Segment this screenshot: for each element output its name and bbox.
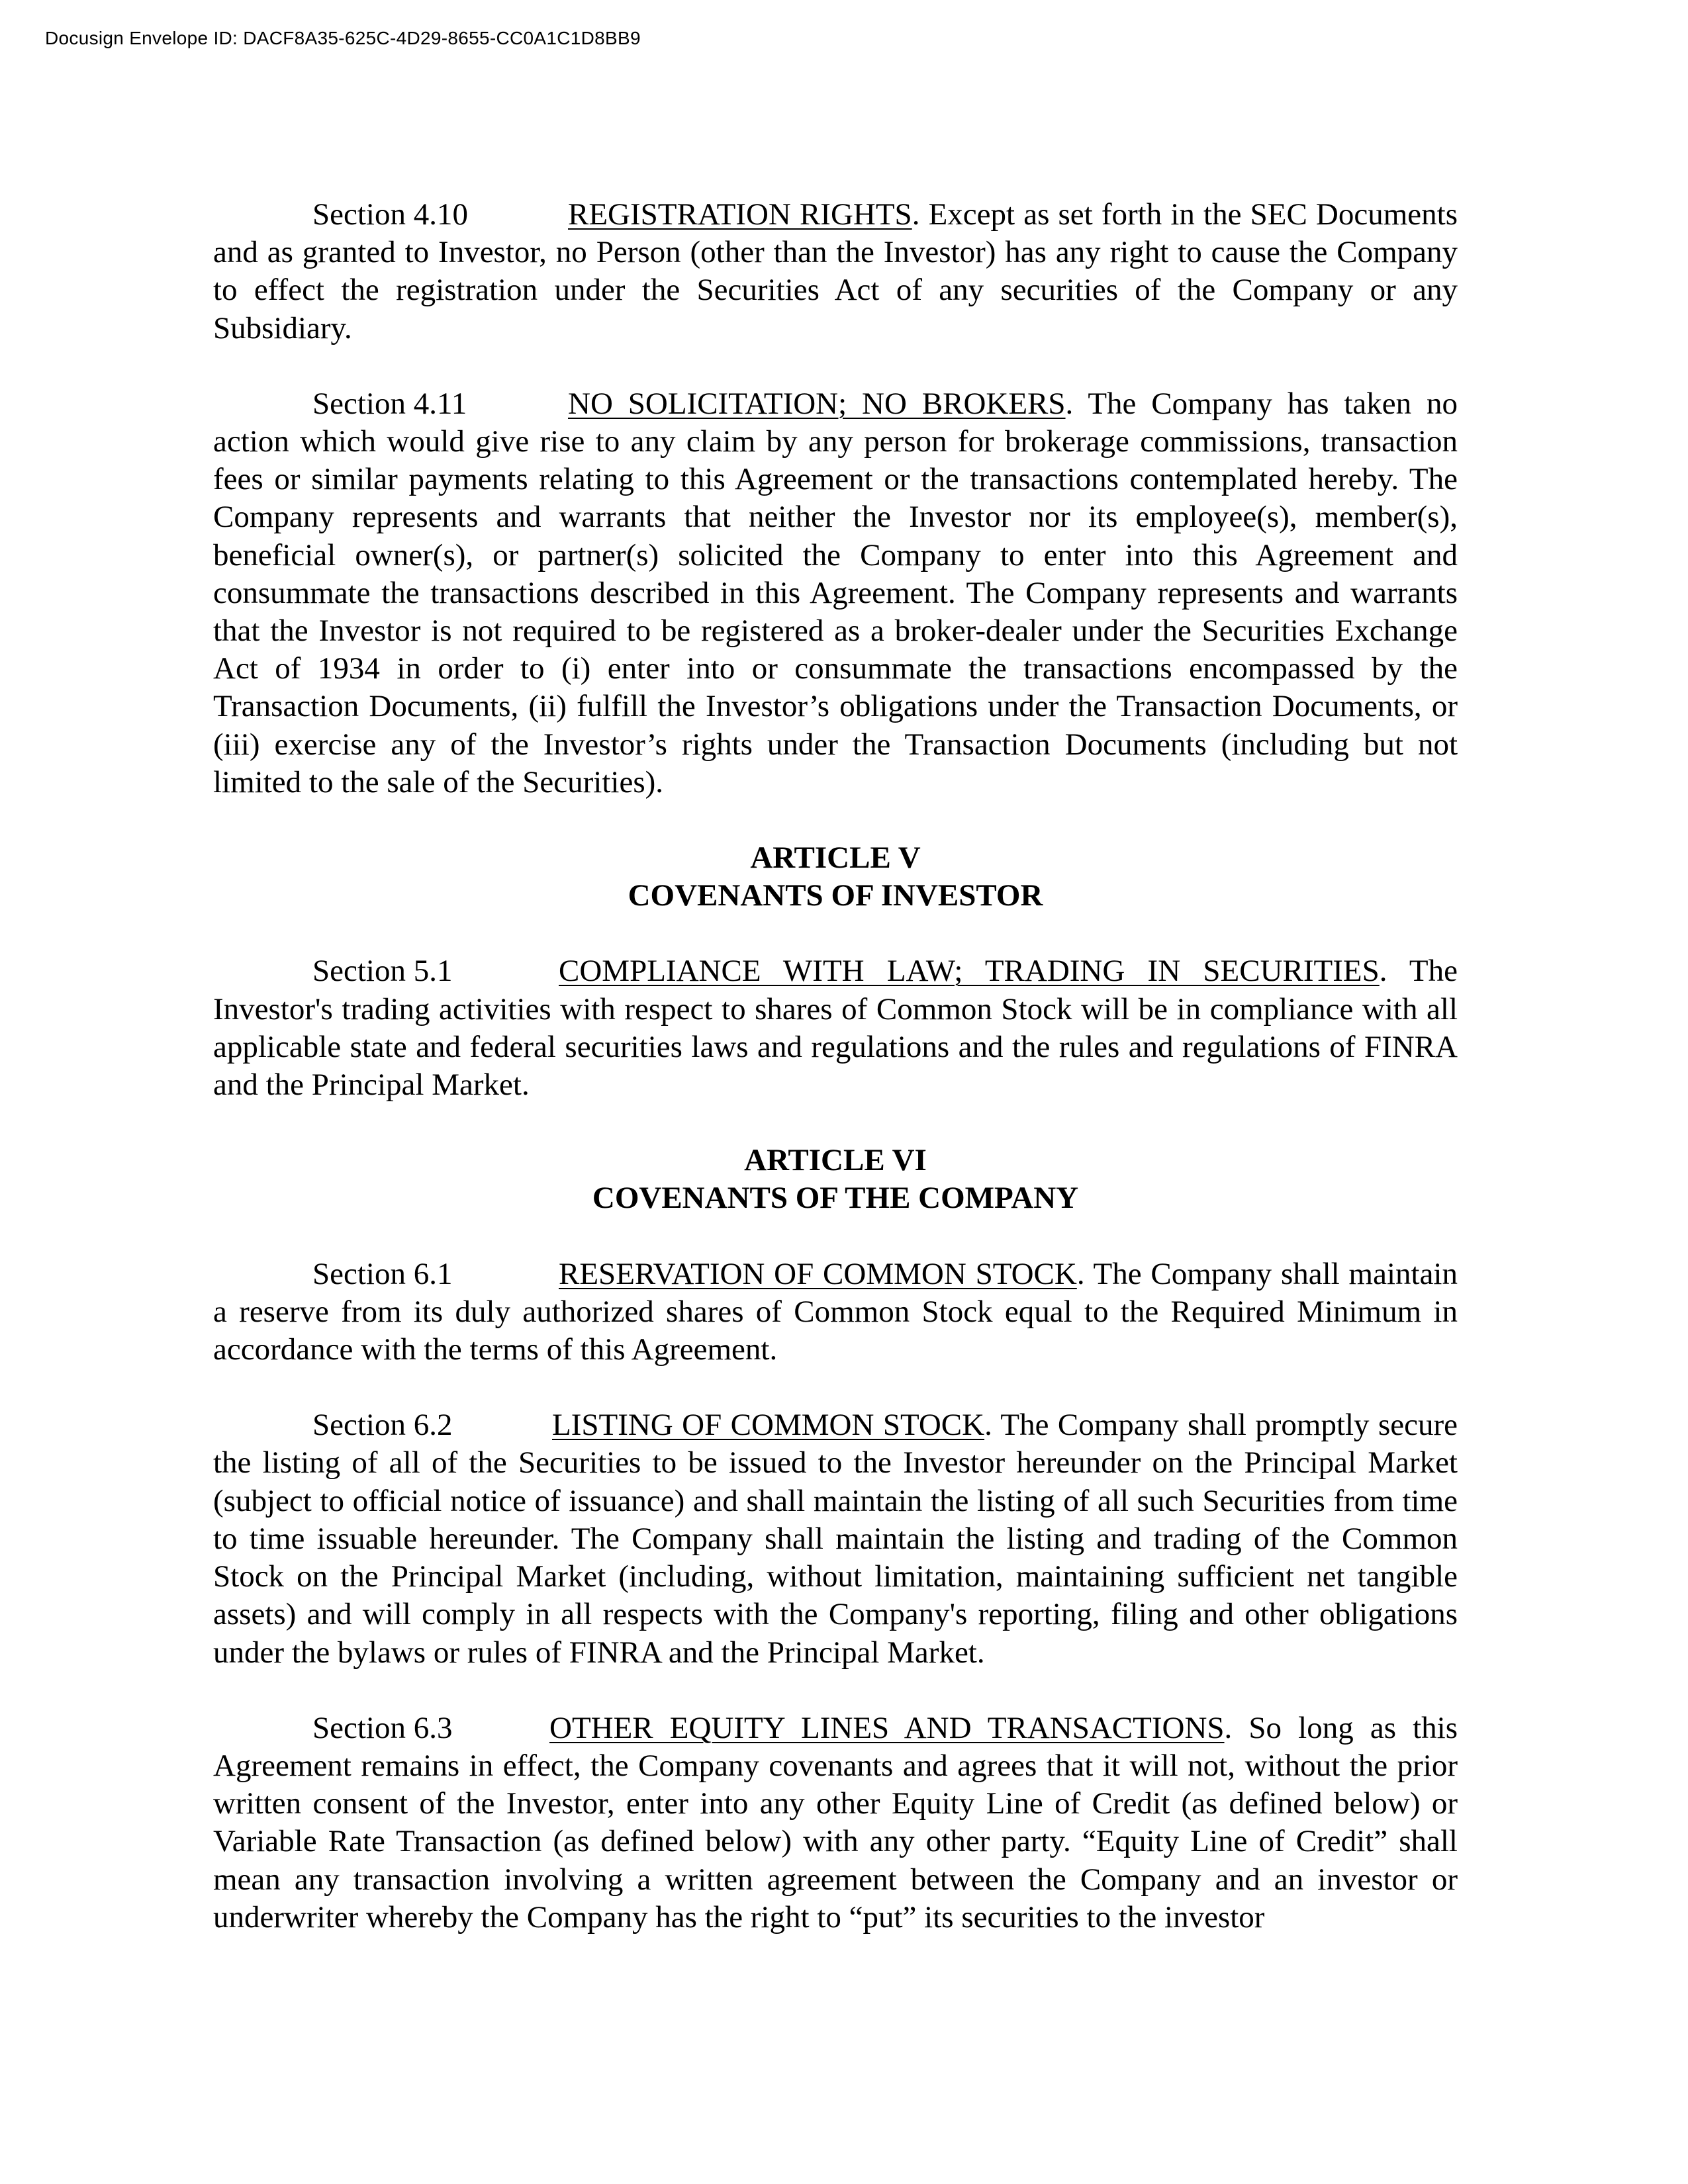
section-4-11: Section 4.11 NO SOLICITATION; NO BROKERS. The Company has taken no action which would give rise to any claim by any person for brokerage commissions, transaction fees or similar payments relating to this Agreement or the transactions contemplated hereby. The Company represents and warrants that neither the Investor nor its employee(s), member(s), beneficial owner(s), or partner(s) solicited the Company to enter into this Agreement and consummate the transactions described in this Agreement. The Company represents and warrants that the Investor is not required to be registered as a broker-dealer under the Securities Exchange Act of 1934 in order to (i) enter into or consummate the transactions encompassed by the Transaction Documents, (ii) fulfill the Investor’s obligations under the Transaction Documents, or (iii) exercise any of the Investor’s rights under the Transaction Documents (including but not limited to the sale of the Securities). bbox=[213, 386, 1458, 799]
article-vi-heading bbox=[213, 1142, 1458, 1217]
section-title: LISTING OF COMMON STOCK bbox=[552, 1408, 985, 1443]
section-number: Section 6.1 bbox=[312, 1256, 453, 1291]
section-body: The Investor's trading activities with respect to shares of Common Stock will be in compliance with all applicable state and federal securities laws and regulations and the rules and regulations of FINRA and the Principal Market. bbox=[213, 954, 1458, 1103]
section-title: REGISTRATION RIGHTS bbox=[568, 197, 912, 232]
section-5-1: Section 5.1 COMPLIANCE WITH LAW; TRADING IN SECURITIES. The Investor's trading activities with respect to shares of Common Stock will be in compliance with all applicable state and federal securities laws and regulations and the rules and regulations of FINRA and the Principal Market. bbox=[213, 954, 1458, 1103]
article-title: COVENANTS OF INVESTOR bbox=[628, 878, 1043, 913]
section-title: OTHER EQUITY LINES AND TRANSACTIONS bbox=[549, 1710, 1225, 1745]
section-number: Section 5.1 bbox=[312, 954, 453, 989]
section-6-2: Section 6.2 LISTING OF COMMON STOCK. The Company shall promptly secure the listing of all of the Securities to be issued to the Investor hereunder on the Principal Market (subject to official notice of issuance) and shall maintain the listing of all such Securities from time to time issuable hereunder. The Company shall maintain the listing and trading of the Common Stock on the Principal Market (including, without limitation, maintaining sufficient net tangible assets) and will comply in all respects with the Company's reporting, filing and other obligations under the bylaws or rules of FINRA and the Principal Market. bbox=[213, 1408, 1458, 1670]
document-page bbox=[213, 196, 1458, 1974]
section-6-1: Section 6.1 RESERVATION OF COMMON STOCK. The Company shall maintain a reserve from its duly authorized shares of Common Stock equal to the Required Minimum in accordance with the terms of this Agreement. bbox=[213, 1256, 1458, 1367]
section-title: NO SOLICITATION; NO BROKERS bbox=[568, 386, 1066, 421]
section-number: Section 6.3 bbox=[312, 1710, 453, 1745]
article-title: COVENANTS OF THE COMPANY bbox=[592, 1181, 1079, 1216]
section-body: The Company has taken no action which would give rise to any claim by any person for brokerage commissions, transaction fees or similar payments relating to this Agreement or the transactions contemplated hereby. The Company represents and warrants that neither the Investor nor its employee(s), member(s), beneficial owner(s), or partner(s) solicited the Company to enter into this Agreement and consummate the transactions described in this Agreement. The Company represents and warrants that the Investor is not required to be registered as a broker-dealer under the Securities Exchange Act of 1934 in order to (i) enter into or consummate the transactions encompassed by the Transaction Documents, (ii) fulfill the Investor’s obligations under the Transaction Documents, or (iii) exercise any of the Investor’s rights under the Transaction Documents (including but not limited to the sale of the Securities). bbox=[213, 386, 1458, 799]
section-body: The Company shall maintain a reserve from its duly authorized shares of Common Stock equal to the Required Minimum in accordance with the terms of this Agreement. bbox=[213, 1256, 1458, 1367]
section-number: Section 4.11 bbox=[312, 386, 467, 421]
section-body: The Company shall promptly secure the listing of all of the Securities to be issued to the Investor hereunder on the Principal Market (subject to official notice of issuance) and shall maintain the listing of all such Securities from time to time issuable hereunder. The Company shall maintain the listing and trading of the Common Stock on the Principal Market (including, without limitation, maintaining sufficient net tangible assets) and will comply in all respects with the Company's reporting, filing and other obligations under the bylaws or rules of FINRA and the Principal Market. bbox=[213, 1408, 1458, 1670]
article-number: ARTICLE VI bbox=[744, 1143, 927, 1178]
section-title: COMPLIANCE WITH LAW; TRADING IN SECURITIES bbox=[559, 954, 1380, 989]
section-body: So long as this Agreement remains in effect, the Company covenants and agrees that it will not, without the prior written consent of the Investor, enter into any other Equity Line of Credit (as defined below) or Variable Rate Transaction (as defined below) with any other party. “Equity Line of Credit” shall mean any transaction involving a written agreement between the Company and an investor or underwriter whereby the Company has the right to “put” its securities to the investor bbox=[213, 1710, 1458, 1934]
section-number: Section 4.10 bbox=[312, 197, 468, 232]
section-4-10: Section 4.10 REGISTRATION RIGHTS. Except as set forth in the SEC Documents and as granted to Investor, no Person (other than the Investor) has any right to cause the Company to effect the registration under the Securities Act of any securities of the Company or any Subsidiary. bbox=[213, 197, 1458, 345]
article-v-heading bbox=[213, 839, 1458, 915]
section-6-3: Section 6.3 OTHER EQUITY LINES AND TRANSACTIONS. So long as this Agreement remains in effect, the Company covenants and agrees that it will not, without the prior written consent of the Investor, enter into any other Equity Line of Credit (as defined below) or Variable Rate Transaction (as defined below) with any other party. “Equity Line of Credit” shall mean any transaction involving a written agreement between the Company and an investor or underwriter whereby the Company has the right to “put” its securities to the investor bbox=[213, 1710, 1458, 1934]
section-body: Except as set forth in the SEC Documents and as granted to Investor, no Person (other than the Investor) has any right to cause the Company to effect the registration under the Securities Act of any securities of the Company or any Subsidiary. bbox=[213, 197, 1458, 345]
section-title: RESERVATION OF COMMON STOCK bbox=[559, 1256, 1077, 1291]
envelope-id: Docusign Envelope ID: DACF8A35-625C-4D29-8655-CC0A1C1D8BB9 bbox=[45, 28, 641, 48]
article-number: ARTICLE V bbox=[750, 841, 921, 876]
section-number: Section 6.2 bbox=[312, 1408, 453, 1443]
